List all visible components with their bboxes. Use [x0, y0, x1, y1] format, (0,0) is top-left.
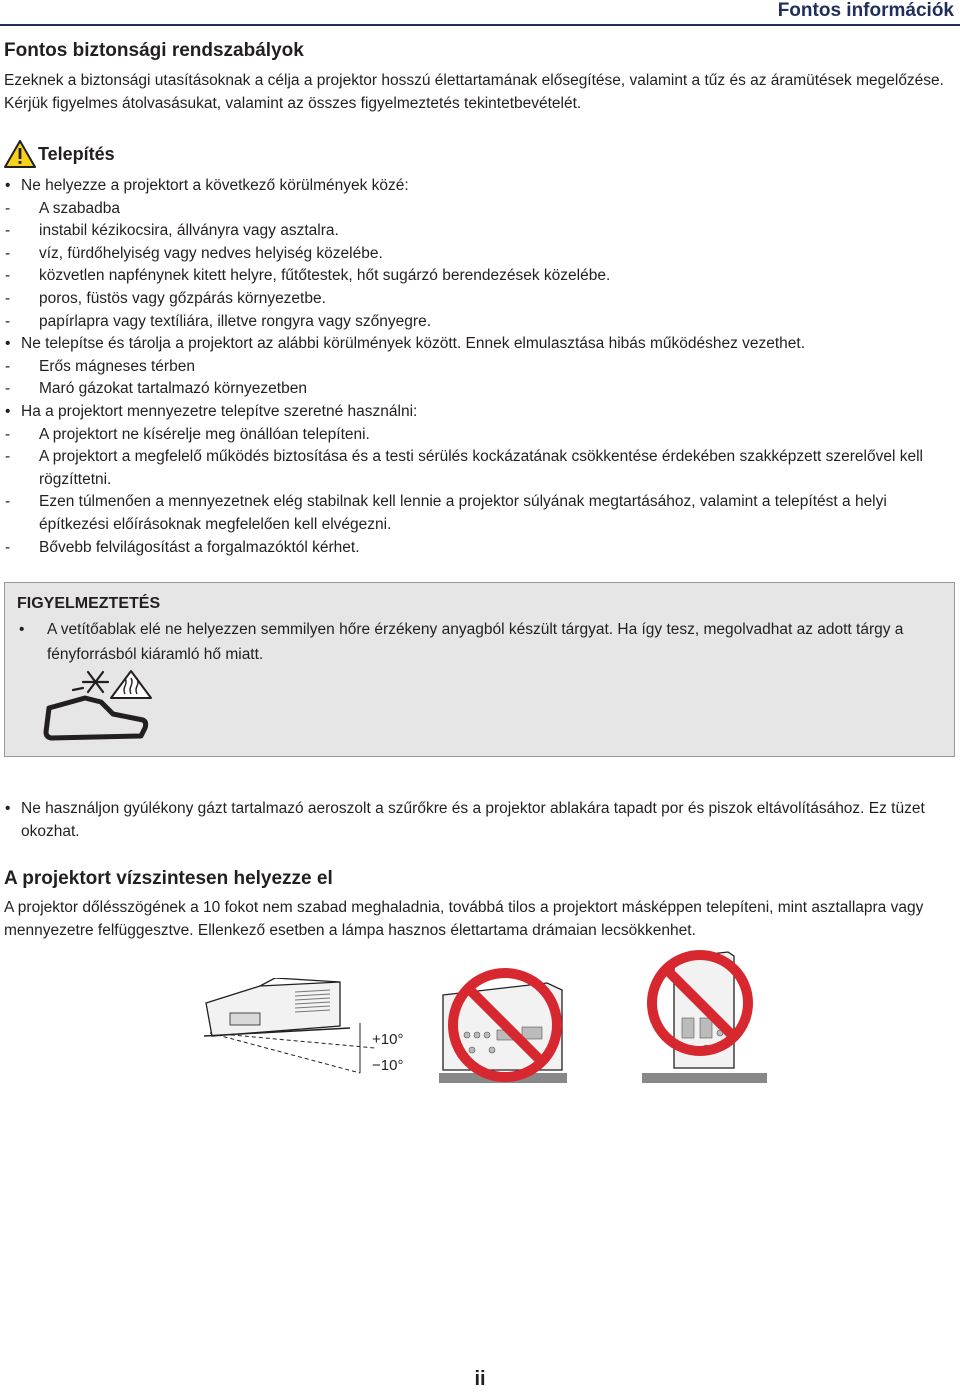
- warning-text: A vetítőablak elé ne helyezzen semmilyen hőre érzékeny anyagból készült tárgyat. Ha így tesz, megolvadhat az adott tárgy a fényforrásból kiáramló hő miatt.: [47, 621, 904, 663]
- prohibited-position-illustration-2: [640, 948, 770, 1088]
- dash-item: [4, 378, 956, 401]
- running-header-title: Fontos információk: [777, 0, 954, 21]
- list-item-text: Ne használjon gyúlékony gázt tartalmazó aeroszolt a szűrőkre és a projektor ablakára tapadt por és piszok eltávolításához. Ez tüzet okozhat.: [21, 800, 925, 840]
- list-item-text: A projektort ne kísérelje meg önállóan telepíteni.: [39, 425, 370, 443]
- list-item-text: instabil kézikocsira, állványra vagy asztalra.: [39, 222, 339, 240]
- list-item-text: Ne helyezze a projektort a következő körülmények közé:: [21, 177, 409, 194]
- intro-paragraph: Ezeknek a biztonsági utasításoknak a célja a projektor hosszú élettartamának elősegítése, valamint a tűz és az áramütések megelőzése. Kérjük figyelmes átolvasásukat, valamint az összes figyelmeztetés tekintetbevételét.: [4, 72, 944, 112]
- list-item-text: papírlapra vagy textíliára, illetve rongyra vagy szőnyegre.: [39, 312, 432, 330]
- dash-item: [4, 356, 956, 379]
- install-list: [4, 175, 956, 559]
- list-item-text: Erős mágneses térben: [39, 357, 195, 375]
- list-item-text: A szabadba: [39, 199, 121, 217]
- list-item-text: Ezen túlmenően a mennyezetnek elég stabilnak kell lennie a projektor súlyának megtartásához, valamint a telepítést a helyi építkezési előírásoknak megfelelően kell elvégezni.: [39, 493, 887, 533]
- angle-plus-label: +10°: [372, 1031, 404, 1048]
- dash-item: [4, 491, 956, 536]
- bullet-item: [4, 798, 956, 843]
- list-item-text: Maró gázokat tartalmazó környezetben: [39, 380, 307, 398]
- list-item-text: Bővebb felvilágosítást a forgalmazóktól kérhet.: [39, 538, 360, 556]
- list-item-text: víz, fürdőhelyiség vagy nedves helyiség közelébe.: [39, 244, 383, 262]
- level-title: A projektort vízszintesen helyezze el: [4, 868, 333, 889]
- angle-minus-label: −10°: [372, 1057, 404, 1074]
- dash-item: [4, 288, 956, 311]
- tilt-allowed-illustration: [200, 978, 430, 1088]
- list-item-text: A projektort a megfelelő működés biztosítása és a testi sérülés kockázatának csökkentése érdekében szakképzett szerelővel kell rögzíttetni.: [39, 448, 923, 488]
- dash-item: [4, 446, 956, 491]
- warning-triangle-icon: [4, 140, 36, 168]
- dash-item: [4, 220, 956, 243]
- bullet-item: [4, 175, 956, 198]
- dash-item: [4, 243, 956, 266]
- level-paragraph: A projektor dőlésszögének a 10 fokot nem szabad meghaladnia, továbbá tilos a projektort másképpen telepíteni, mint asztallapra vagy mennyezetre felfüggesztve. Ellenkező esetben a lámpa hasznos élettartama drámaian lecsökkenhet.: [4, 899, 924, 939]
- warning-box: [4, 582, 955, 757]
- dash-item: [4, 424, 956, 447]
- header-rule: [0, 24, 960, 26]
- list-item-text: Ha a projektort mennyezetre telepítve szeretné használni:: [21, 402, 418, 420]
- warning-bullet: •: [19, 621, 25, 638]
- warning-title: FIGYELMEZTETÉS: [17, 595, 161, 612]
- prohibited-position-illustration-1: [437, 955, 572, 1090]
- heat-hazard-icon: [43, 668, 153, 743]
- dash-item: [4, 537, 956, 560]
- list-item-text: Ne telepítse és tárolja a projektort az alábbi körülmények között. Ennek elmulasztása hibás működéshez vezethet.: [21, 335, 806, 353]
- page-number: ii: [474, 1368, 486, 1390]
- install-heading: [4, 140, 115, 168]
- warning-text-block: [17, 617, 942, 667]
- bullet-item: [4, 333, 956, 356]
- section-title: Fontos biztonsági rendszabályok: [4, 40, 304, 61]
- list-item-text: poros, füstös vagy gőzpárás környezetbe.: [39, 289, 326, 307]
- list-item-text: közvetlen napfénynek kitett helyre, fűtőtestek, hőt sugárzó berendezések közelébe.: [39, 267, 611, 285]
- dash-item: [4, 265, 956, 288]
- gas-list: [4, 798, 956, 843]
- dash-item: [4, 311, 956, 334]
- install-heading-text: Telepítés: [38, 143, 115, 164]
- bullet-item: [4, 401, 956, 424]
- dash-item: [4, 198, 956, 221]
